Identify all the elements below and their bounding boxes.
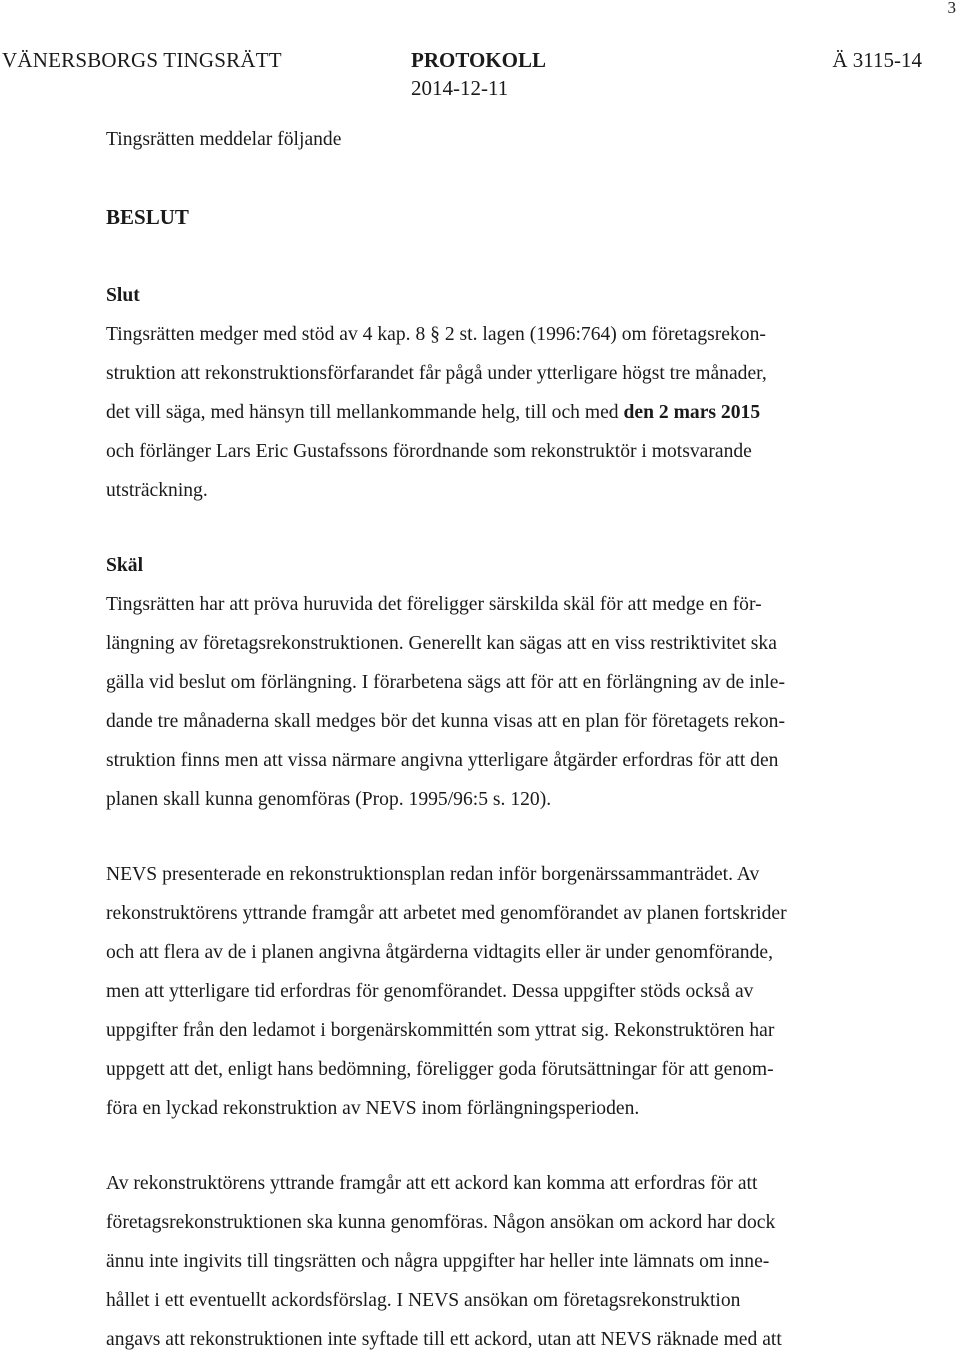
court-name: VÄNERSBORGS TINGSRÄTT <box>2 48 282 72</box>
slut-line: struktion att rekonstruktionsförfarandet får pågå under ytterligare högst tre månader, <box>106 363 767 384</box>
text-line: Av rekonstruktörens yttrande framgår att ett ackord kan komma att erfordras för att <box>106 1173 758 1194</box>
text-line: och att flera av de i planen angivna åtgärderna vidtagits eller är under genomförande, <box>106 942 773 963</box>
case-number: Ä 3115-14 <box>832 48 922 72</box>
slut-line: utsträckning. <box>106 480 208 501</box>
text-line: men att ytterligare tid erfordras för genomförandet. Dessa uppgifter stöds också av <box>106 981 754 1002</box>
text-line: föra en lyckad rekonstruktion av NEVS inom förlängningsperioden. <box>106 1098 640 1119</box>
text-line: företagsrekonstruktionen ska kunna genomföras. Någon ansökan om ackord har dock <box>106 1212 776 1233</box>
text-line: Tingsrätten har att pröva huruvida det föreligger särskilda skäl för att medge en för- <box>106 594 762 615</box>
text-line: planen skall kunna genomföras (Prop. 1995/96:5 s. 120). <box>106 789 552 810</box>
document-body <box>106 120 896 1359</box>
intro-text: Tingsrätten meddelar följande <box>106 129 342 150</box>
skal-paragraph-1 <box>106 585 896 819</box>
slut-line: och förlänger Lars Eric Gustafssons förordnande som rekonstruktör i motsvarande <box>106 441 752 462</box>
text-line: dande tre månaderna skall medges bör det kunna visas att en plan för företagets rekon- <box>106 711 785 732</box>
text-line: gälla vid beslut om förlängning. I förarbetena sägs att för att en förlängning av de inle- <box>106 672 786 693</box>
decision-heading: BESLUT <box>106 205 189 229</box>
text-line: ännu inte ingivits till tingsrätten och några uppgifter har heller inte lämnats om inne- <box>106 1251 770 1272</box>
skal-paragraph-3 <box>106 1164 896 1359</box>
end-date-emphasis: den 2 mars 2015 <box>623 402 761 423</box>
document-date: 2014-12-11 <box>411 76 509 100</box>
skal-heading: Skäl <box>106 555 144 576</box>
document-type: PROTOKOLL <box>411 48 546 72</box>
text-line: rekonstruktörens yttrande framgår att arbetet med genomförandet av planen fortskrider <box>106 903 787 924</box>
text-line: hållet i ett eventuellt ackordsförslag. I NEVS ansökan om företagsrekonstruktion <box>106 1290 741 1311</box>
slut-line <box>106 393 896 432</box>
document-header <box>0 46 960 102</box>
text-line: uppgifter från den ledamot i borgenärskommittén som yttrat sig. Rekonstruktören har <box>106 1020 775 1041</box>
text-line: NEVS presenterade en rekonstruktionsplan redan inför borgenärssammanträdet. Av <box>106 864 760 885</box>
slut-heading: Slut <box>106 285 140 306</box>
text-line: struktion finns men att vissa närmare angivna ytterligare åtgärder erfordras för att den <box>106 750 779 771</box>
slut-paragraph <box>106 315 896 510</box>
slut-line: Tingsrätten medger med stöd av 4 kap. 8 § 2 st. lagen (1996:764) om företagsrekon- <box>106 324 766 345</box>
page-number: 3 <box>947 0 956 17</box>
text-line: angavs att rekonstruktionen inte syftade till ett ackord, utan att NEVS räknade med att <box>106 1329 782 1350</box>
text-line: uppgett att det, enligt hans bedömning, föreligger goda förutsättningar för att genom- <box>106 1059 774 1080</box>
text-line: längning av företagsrekonstruktionen. Generellt kan sägas att en viss restriktivitet ska <box>106 633 777 654</box>
slut-line-text: det vill säga, med hänsyn till mellankommande helg, till och med <box>106 402 624 423</box>
skal-paragraph-2 <box>106 855 896 1128</box>
